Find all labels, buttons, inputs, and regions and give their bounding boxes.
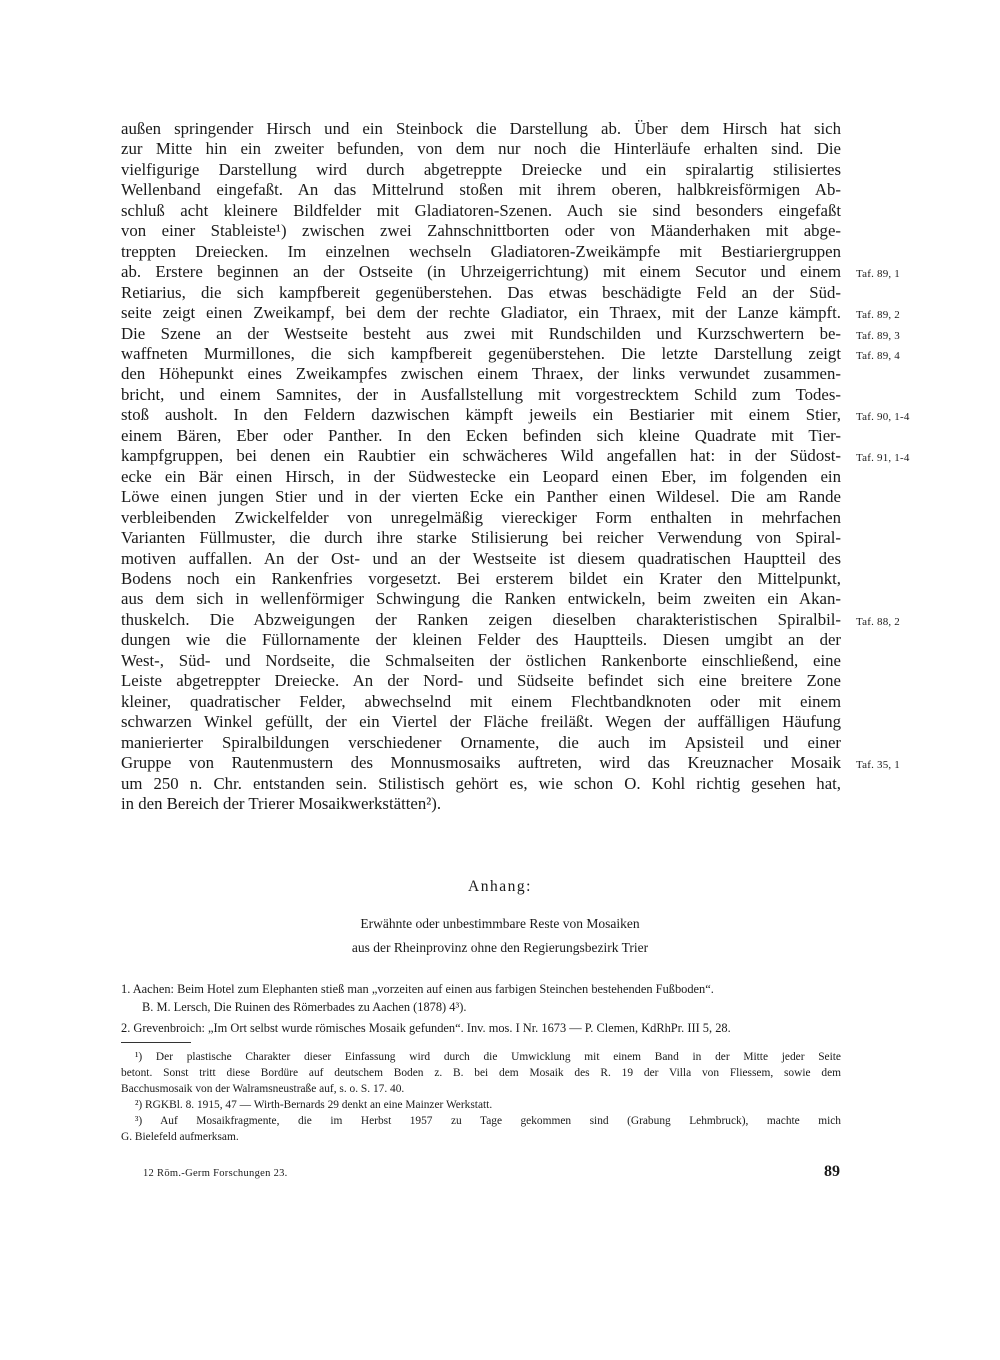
appendix-entries [121,980,841,1037]
plate-reference: Taf. 35, 1 [856,758,900,771]
footnote-line: G. Bielefeld aufmerksam. [121,1130,239,1143]
entry-line: 1. Aachen: Beim Hotel zum Elephanten stieß man „vorzeiten auf einen aus farbigen Steinchen bestehenden Fußboden“. [121,982,714,996]
text-line: Retiarius, die sich kampfbereit gegenüberstehen. Das etwas beschädigte Feld an der Süd- [121,282,841,302]
printer-signature: 12 Röm.-Germ Forschungen 23. [143,1168,288,1179]
text-line: kampfgruppen, bei denen ein Raubtier ein schwächeres Wild angefallen hat: in der Südost- [121,446,841,466]
plate-reference: Taf. 91, 1-4 [856,452,910,465]
entry-line: 2. Grevenbroich: „Im Ort selbst wurde römisches Mosaik gefunden“. Inv. mos. I Nr. 1673 — P. Clemen, KdRhPr. III 5, 28. [121,1021,731,1035]
text-line: schwarzen Winkel gefüllt, der ein Viertel der Fläche freiläßt. Wegen der auffälligen Häufung [121,712,841,732]
text-line: bricht, und einem Samnites, der in Ausfallstellung mit vorgestrecktem Schild zum Todes- [121,384,841,404]
plate-reference: Taf. 89, 3 [856,329,900,342]
text-line: außen springender Hirsch und ein Steinbock die Darstellung ab. Über dem Hirsch hat sich [121,119,841,138]
text-line: Die Szene an der Westseite besteht aus zwei mit Rundschilden und Kurzschwertern be- [121,323,841,343]
text-line: seite zeigt einen Zweikampf, bei dem der rechte Gladiator, ein Thraex, mit der Lanze kämpft. [121,303,841,323]
footnote-line: betont. Sonst tritt diese Bordüre auf deutschem Boden z. B. bei dem Mosaik des R. 19 der Villa von Fliessem, sowie dem [121,1066,841,1079]
text-line: stoß ausholt. In den Feldern dazwischen kämpft jeweils ein Bestiarier mit einem Stier, [121,405,841,425]
text-line: den Höhepunkt eines Zweikampfes zwischen einem Thraex, der links verwundet zusammen- [121,364,841,384]
text-line: schluß acht kleinere Bildfelder mit Gladiatoren-Szenen. Auch sie sind besonders eingefaßt [121,200,841,220]
footnotes [121,1050,841,1145]
text-line: in den Bereich der Trierer Mosaikwerkstätten²). [121,793,442,813]
footnote-divider [121,1042,191,1043]
text-line: Varianten Füllmuster, die durch ihre starke Stilisierung bei reicher Verwendung von Spiral- [121,528,841,548]
text-line: von einer Stableiste¹) zwischen zwei Zahnschnittborten oder von Mäanderhaken mit abge- [121,221,841,241]
appendix-subtitle: Erwähnte oder unbestimmbare Reste von Mosaiken [360,916,640,931]
appendix-subtitle: aus der Rheinprovinz ohne den Regierungsbezirk Trier [351,940,649,955]
text-line: verbleibenden Zwickelfelder von unregelmäßig viereckiger Form enthalten in mehrfachen [121,507,841,527]
text-line: Gruppe von Rautenmustern des Monnusmosaiks auftreten, wird das Kreuznacher Mosaik [121,753,841,773]
footnote-line: ¹) Der plastische Charakter dieser Einfassung wird durch die Umwicklung mit einem Band in der Mitte jeder Seite [135,1051,841,1063]
text-line: West-, Süd- und Nordseite, die Schmalseiten der östlichen Rankenborte einschließend, eine [121,650,841,670]
main-text [121,119,841,814]
text-line: Wellenband eingefaßt. An das Mittelrund stoßen mit ihrem oberen, halbkreisförmigen Ab- [121,180,841,200]
text-line: Löwe einen jungen Stier und in der vierten Ecke ein Panther einen Wildesel. Die am Rande [121,487,841,507]
page-number: 89 [824,1163,840,1180]
text-line: manierierter Spiralbildungen verschiedener Ornamente, die auch im Apsisteil und einer [121,732,841,752]
text-line: um 250 n. Chr. entstanden sein. Stilistisch gehört es, wie schon O. Kohl richtig gesehen hat, [121,773,841,793]
plate-reference: Taf. 88, 2 [856,615,900,628]
text-line: aus dem sich in wellenförmiger Schwingung die Ranken entwickeln, beim zweiten ein Akan- [121,589,841,609]
text-line: ab. Erstere beginnen an der Ostseite (in Uhrzeigerrichtung) mit einem Secutor und einem [121,262,841,282]
plate-reference: Taf. 89, 2 [856,309,900,322]
text-line: ecke ein Bär einen Hirsch, in der Südwestecke ein Leopard einen Eber, im folgenden ein [121,466,841,486]
text-line: zur Mitte hin ein zweiter befunden, von dem nur noch die Hinterläufe erhalten sind. Die [121,139,841,159]
text-line: treppten Dreiecken. Im einzelnen wechseln Gladiatoren-Zweikämpfe mit Bestiariergruppen [121,241,841,261]
footnote-line: Bacchusmosaik von der Walramsneustraße auf, s. o. S. 17. 40. [121,1082,405,1095]
text-line: Bodens noch ein Rankenfries vorgesetzt. Bei ersterem bildet ein Krater den Mittelpunkt, [121,568,841,588]
text-line: einem Bären, Eber oder Panther. In den Ecken befinden sich kleine Quadrate mit Tier- [121,425,841,445]
appendix-heading: Anhang: [468,878,532,895]
entry-line: B. M. Lersch, Die Ruinen des Römerbades zu Aachen (1878) 4³). [142,1000,467,1014]
plate-reference: Taf. 89, 1 [856,268,900,281]
text-line: vielfigurige Darstellung wird durch abgetreppte Dreiecke und ein spiralartig stilisiertes [121,159,841,179]
plate-reference: Taf. 89, 4 [856,349,900,362]
footnote-line: ³) Auf Mosaikfragmente, die im Herbst 1957 zu Tage gekommen sind (Grabung Lehmbruck), machte mich [135,1114,841,1127]
footnote-line: ²) RGKBl. 8. 1915, 47 — Wirth-Bernards 29 denkt an eine Mainzer Werkstatt. [135,1098,493,1111]
text-line: kleiner, quadratischer Felder, abwechselnd mit einem Flechtbandknoten oder mit einem [121,691,841,711]
text-line: Leiste abgetreppter Dreiecke. An der Nord- und Südseite befindet sich eine breitere Zone [121,671,841,691]
text-line: motiven auffallen. An der Ost- und an der Westseite ist diesem quadratischen Hauptteil des [121,548,841,568]
text-line: waffneten Murmillones, die sich kampfbereit gegenüberstehen. Die letzte Darstellung zeigt [121,343,841,363]
plate-reference: Taf. 90, 1-4 [856,411,910,424]
text-line: dungen wie die Füllornamente der kleinen Felder des Hauptteils. Diesen umgibt an der [121,630,841,650]
text-line: thuskelch. Die Abzweigungen der Ranken zeigen dieselben charakteristischen Spiralbil- [121,609,841,629]
